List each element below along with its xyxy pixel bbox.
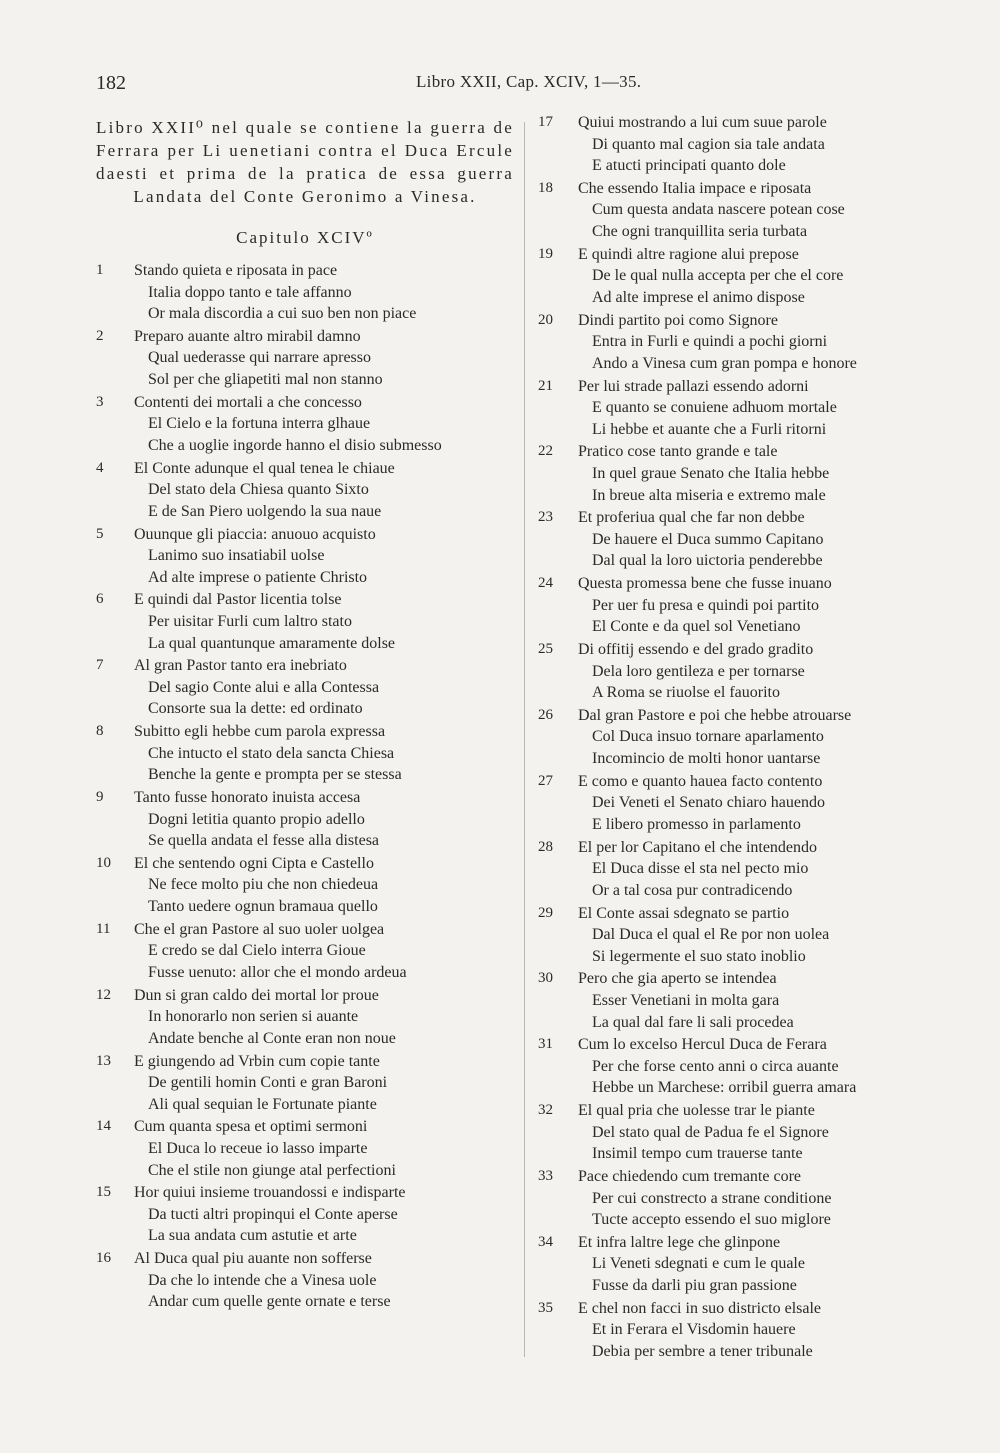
- verse-line: Entra in Furli e quindi a pochi giorni: [592, 333, 828, 351]
- stanza-number: 34: [538, 1233, 553, 1250]
- verse-line: E como e quanto hauea facto contento: [578, 772, 823, 790]
- stanza-number: 18: [538, 179, 553, 196]
- verse-line: Del stato dela Chiesa quanto Sixto: [148, 481, 369, 499]
- stanza: [538, 1166, 948, 1231]
- stanza-number: 17: [538, 114, 553, 130]
- left-column: [96, 112, 514, 1314]
- stanza-number: 26: [538, 706, 553, 723]
- verse-line: Per uisitar Furli cum laltro stato: [148, 612, 352, 630]
- verse-line: Dogni letitia quanto propio adello: [148, 810, 365, 828]
- stanza: [96, 326, 514, 391]
- stanza: [538, 112, 948, 177]
- verse-line: Tanto uedere ognun bramaua quello: [148, 898, 378, 916]
- stanza: [96, 919, 514, 984]
- verse-line: La sua andata cum astutie et arte: [148, 1227, 357, 1245]
- verse-line: Preparo auante altro mirabil damno: [134, 327, 361, 345]
- verse-line: Al gran Pastor tanto era inebriato: [134, 657, 347, 675]
- stanza-number: 19: [538, 245, 553, 262]
- stanza: [538, 441, 948, 506]
- verse-line: El che sentendo ogni Cipta e Castello: [134, 854, 374, 872]
- stanza-number: 35: [538, 1299, 553, 1316]
- verse-line: Or mala discordia a cui suo ben non piace: [148, 305, 417, 323]
- stanza-number: 12: [96, 986, 111, 1003]
- verse-line: Italia doppo tanto e tale affanno: [148, 283, 352, 301]
- stanza-number: 6: [96, 591, 104, 608]
- verse-line: Che intucto el stato dela sancta Chiesa: [148, 744, 395, 762]
- stanza: [538, 310, 948, 375]
- verse-line: Subitto egli hebbe cum parola expressa: [134, 723, 386, 741]
- verse-line: Per cui constrecto a strane conditione: [592, 1189, 832, 1207]
- verse-line: El Conte e da quel sol Venetiano: [592, 618, 801, 636]
- verse-line: Tucte accepto essendo el suo miglore: [592, 1211, 831, 1229]
- stanza: [96, 721, 514, 786]
- verse-line: Or a tal cosa pur contradicendo: [592, 881, 793, 899]
- verse-line: Che essendo Italia impace e riposata: [578, 179, 812, 197]
- stanza: [538, 968, 948, 1033]
- stanza: [96, 1051, 514, 1116]
- verse-line: Fusse uenuto: allor che el mondo ardeua: [148, 963, 407, 981]
- verse-line: Per uer fu presa e quindi poi partito: [592, 596, 820, 614]
- verse-line: Dun si gran caldo dei mortal lor proue: [134, 986, 379, 1004]
- stanza-number: 8: [96, 723, 104, 740]
- stanza-number: 7: [96, 657, 104, 674]
- stanza: [538, 178, 948, 243]
- verse-line: Contenti dei mortali a che concesso: [134, 393, 362, 411]
- verse-line: In breue alta miseria e extremo male: [592, 486, 826, 504]
- stanza: [538, 771, 948, 836]
- stanza: [96, 853, 514, 918]
- verse-line: Tanto fusse honorato inuista accesa: [134, 789, 361, 806]
- stanza: [538, 376, 948, 441]
- verse-line: Al Duca qual piu auante non sofferse: [134, 1250, 372, 1268]
- verse-line: Di offitij essendo e del grado gradito: [578, 641, 814, 658]
- stanza: [538, 573, 948, 638]
- verse-line: Per lui strade pallazi essendo adorni: [578, 377, 809, 395]
- right-stanza-list: [538, 112, 948, 1363]
- stanza: [96, 589, 514, 654]
- verse-line: Dal Duca el qual el Re por non uolea: [592, 926, 830, 944]
- stanza: [538, 639, 948, 704]
- verse-line: Qual uederasse qui narrare apresso: [148, 349, 372, 367]
- stanza-number: 10: [96, 854, 111, 871]
- verse-line: Li Veneti sdegnati e cum le quale: [592, 1255, 805, 1273]
- verse-line: Pero che gia aperto se intendea: [578, 970, 777, 988]
- stanza: [96, 392, 514, 457]
- stanza: [96, 1116, 514, 1181]
- verse-line: De hauere el Duca summo Capitano: [592, 530, 824, 548]
- stanza-number: 28: [538, 838, 553, 855]
- right-column: [538, 112, 948, 1364]
- stanza: [538, 244, 948, 309]
- stanza-number: 21: [538, 377, 553, 394]
- verse-line: Quiui mostrando a lui cum suue parole: [578, 114, 827, 131]
- verse-line: E chel non facci in suo districto elsale: [578, 1299, 822, 1317]
- verse-line: Ne fece molto piu che non chiedeua: [148, 876, 379, 894]
- book-heading: Libro XXII⁰ nel quale se contiene la guerra de Ferrara per Li uenetiani contra el Duca Ercule daesti et prima de la pratica de essa guerra Landata del Conte Geronimo a Vinesa.: [96, 118, 514, 206]
- verse-line: La qual quantunque amaramente dolse: [148, 634, 396, 652]
- verse-line: Hebbe un Marchese: orribil guerra amara: [592, 1079, 857, 1097]
- stanza-number: 11: [96, 920, 111, 937]
- stanza-number: 3: [96, 393, 104, 410]
- verse-line: Consorte sua la dette: ed ordinato: [148, 700, 363, 718]
- verse-line: Et proferiua qual che far non debbe: [578, 509, 805, 527]
- stanza-number: 31: [538, 1036, 553, 1053]
- verse-line: El Conte adunque el qual tenea le chiaue: [134, 459, 395, 477]
- stanza: [538, 705, 948, 770]
- verse-line: Et infra laltre lege che glinpone: [578, 1233, 781, 1251]
- stanza-number: 4: [96, 459, 104, 476]
- verse-line: E quindi altre ragione alui prepose: [578, 245, 799, 263]
- verse-line: Andar cum quelle gente ornate e terse: [148, 1293, 391, 1311]
- verse-line: E atucti principati quanto dole: [592, 157, 786, 175]
- verse-line: Dei Veneti el Senato chiaro hauendo: [592, 794, 825, 812]
- verse-line: Del stato qual de Padua fe el Signore: [592, 1123, 829, 1141]
- verse-line: Incomincio de molti honor uantarse: [592, 750, 821, 768]
- stanza-number: 24: [538, 575, 553, 592]
- stanza-number: 27: [538, 772, 553, 789]
- stanza: [96, 1182, 514, 1247]
- verse-line: Stando quieta e riposata in pace: [134, 262, 338, 279]
- verse-line: Che ogni tranquillita seria turbata: [592, 223, 808, 241]
- verse-line: Da tucti altri propinqui el Conte aperse: [148, 1205, 398, 1223]
- verse-line: Dindi partito poi como Signore: [578, 311, 778, 329]
- verse-line: Hor quiui insieme trouandossi e indisparte: [134, 1184, 406, 1202]
- stanza-number: 23: [538, 509, 553, 526]
- stanza: [96, 1248, 514, 1313]
- verse-line: Del sagio Conte alui e alla Contessa: [148, 678, 380, 696]
- verse-line: Dela loro gentileza e per tornarse: [592, 662, 805, 680]
- verse-line: De gentili homin Conti e gran Baroni: [148, 1074, 388, 1092]
- page-header: [96, 72, 946, 102]
- stanza: [538, 1232, 948, 1297]
- verse-line: Sol per che gliapetiti mal non stanno: [148, 371, 383, 389]
- verse-line: Ouunque gli piaccia: anuouo acquisto: [134, 525, 376, 543]
- stanza-number: 16: [96, 1250, 111, 1267]
- stanza-number: 20: [538, 311, 553, 328]
- stanza: [538, 903, 948, 968]
- stanza-number: 22: [538, 443, 553, 460]
- verse-line: Ad alte imprese o patiente Christo: [148, 568, 368, 586]
- verse-line: Ando a Vinesa cum gran pompa e honore: [592, 354, 857, 372]
- page-number: 182: [96, 72, 126, 94]
- verse-line: Questa promessa bene che fusse inuano: [578, 575, 832, 593]
- verse-line: Di quanto mal cagion sia tale andata: [592, 135, 825, 153]
- stanza-number: 25: [538, 641, 553, 657]
- verse-line: Insimil tempo cum trauerse tante: [592, 1145, 803, 1163]
- stanza-number: 1: [96, 262, 104, 278]
- verse-line: El qual pria che uolesse trar le piante: [578, 1102, 815, 1120]
- chapter-title: Capitulo XCIVº: [236, 228, 374, 247]
- verse-line: Da che lo intende che a Vinesa uole: [148, 1271, 377, 1289]
- stanza: [96, 260, 514, 325]
- verse-line: Pratico cose tanto grande e tale: [578, 443, 778, 461]
- verse-line: E quindi dal Pastor licentia tolse: [134, 591, 342, 609]
- verse-line: El Duca disse el sta nel pecto mio: [592, 860, 809, 878]
- verse-line: E de San Piero uolgendo la sua naue: [148, 502, 382, 520]
- verse-line: El Cielo e la fortuna interra glhaue: [148, 415, 371, 433]
- verse-line: De le qual nulla accepta per che el core: [592, 267, 844, 285]
- verse-line: Col Duca insuo tornare aparlamento: [592, 728, 824, 746]
- verse-line: Che el gran Pastore al suo uoler uolgea: [134, 920, 385, 938]
- verse-line: Che el stile non giunge atal perfectioni: [148, 1161, 396, 1179]
- verse-line: El per lor Capitano el che intendendo: [578, 838, 818, 856]
- verse-line: Lanimo suo insatiabil uolse: [148, 547, 325, 565]
- stanza: [96, 458, 514, 523]
- verse-line: Li hebbe et auante che a Furli ritorni: [592, 420, 827, 438]
- verse-line: Andate benche al Conte eran non noue: [148, 1029, 396, 1047]
- stanza: [538, 507, 948, 572]
- stanza-number: 33: [538, 1168, 553, 1184]
- left-stanza-list: [96, 260, 514, 1313]
- verse-line: El Duca lo receue io lasso imparte: [148, 1139, 368, 1157]
- verse-line: A Roma se riuolse el fauorito: [592, 684, 780, 702]
- verse-line: Si legermente el suo stato inoblio: [592, 947, 806, 965]
- verse-line: Per che forse cento anni o circa auante: [592, 1057, 839, 1075]
- verse-line: Benche la gente e prompta per se stessa: [148, 766, 402, 784]
- verse-line: Dal qual la loro uictoria penderebbe: [592, 552, 823, 570]
- column-divider: [524, 122, 525, 1357]
- stanza-number: 2: [96, 327, 104, 344]
- verse-line: In honorarlo non serien si auante: [148, 1008, 359, 1026]
- verse-line: Et in Ferara el Visdomin hauere: [592, 1321, 796, 1339]
- stanza-number: 9: [96, 789, 104, 805]
- verse-line: Esser Venetiani in molta gara: [592, 991, 780, 1009]
- verse-line: Se quella andata el fesse alla distesa: [148, 832, 380, 850]
- stanza: [96, 985, 514, 1050]
- running-head: Libro XXII, Cap. XCIV, 1—35.: [416, 72, 642, 91]
- verse-line: E libero promesso in parlamento: [592, 815, 801, 833]
- stanza-number: 32: [538, 1102, 553, 1119]
- verse-line: El Conte assai sdegnato se partio: [578, 904, 790, 922]
- verse-line: Pace chiedendo cum tremante core: [578, 1168, 801, 1185]
- verse-line: La qual dal fare li sali procedea: [592, 1013, 794, 1031]
- stanza: [538, 837, 948, 902]
- stanza: [538, 1034, 948, 1099]
- stanza: [538, 1298, 948, 1363]
- stanza-number: 5: [96, 525, 104, 542]
- verse-line: Cum quanta spesa et optimi sermoni: [134, 1118, 368, 1136]
- stanza: [96, 655, 514, 720]
- stanza: [96, 524, 514, 589]
- stanza-number: 13: [96, 1052, 111, 1069]
- verse-line: Che a uoglie ingorde hanno el disio submesso: [148, 436, 442, 454]
- stanza-number: 30: [538, 970, 553, 987]
- verse-line: Dal gran Pastore e poi che hebbe atrouarse: [578, 706, 852, 724]
- verse-line: In quel graue Senato che Italia hebbe: [592, 464, 830, 482]
- stanza-number: 15: [96, 1184, 111, 1201]
- stanza-number: 14: [96, 1118, 111, 1135]
- verse-line: Ad alte imprese el animo dispose: [592, 288, 805, 306]
- verse-line: E giungendo ad Vrbin cum copie tante: [134, 1052, 380, 1070]
- verse-line: Cum lo excelso Hercul Duca de Ferara: [578, 1036, 827, 1054]
- verse-line: Fusse da darli piu gran passione: [592, 1277, 797, 1295]
- verse-line: E quanto se conuiene adhuom mortale: [592, 399, 837, 417]
- stanza: [538, 1100, 948, 1165]
- verse-line: Cum questa andata nascere potean cose: [592, 201, 845, 219]
- stanza: [96, 787, 514, 852]
- verse-line: Debia per sembre a tener tribunale: [592, 1342, 813, 1360]
- stanza-number: 29: [538, 904, 553, 921]
- verse-line: E credo se dal Cielo interra Gioue: [148, 942, 366, 960]
- verse-line: Ali qual sequian le Fortunate piante: [148, 1095, 377, 1113]
